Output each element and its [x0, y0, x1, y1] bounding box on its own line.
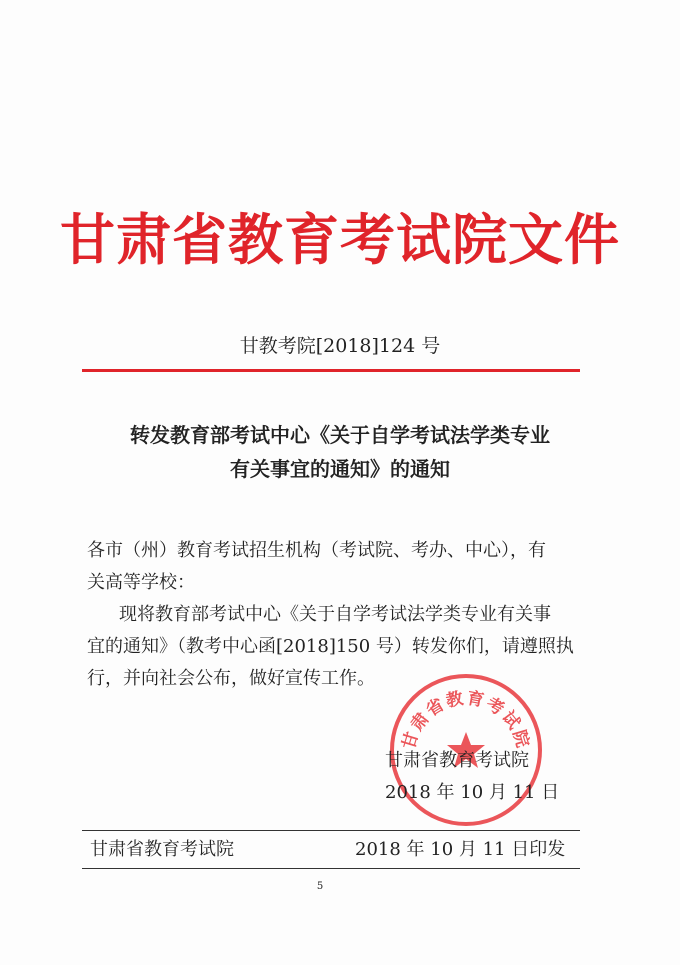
document-subject	[70, 418, 610, 486]
signature-block	[385, 745, 585, 809]
red-divider	[82, 369, 580, 372]
document-header-title: 甘肃省教育考试院文件	[60, 208, 621, 272]
signature-org: 甘肃省教育考试院	[385, 750, 529, 771]
subject-line: 有关事宜的通知》的通知	[230, 457, 450, 481]
body-line: 关高等学校：	[87, 572, 195, 593]
page-number: 5	[316, 881, 324, 892]
body-line: 各市（州）教育考试招生机构（考试院、考办、中心），有	[87, 540, 546, 561]
body-line: 行，并向社会公布，做好宣传工作。	[87, 668, 375, 689]
footer-divider-bottom	[82, 868, 580, 869]
footer-issuer: 甘肃省教育考试院	[90, 839, 234, 860]
body-line: 宜的通知》（教考中心函[2018]150 号）转发你们，请遵照执	[87, 636, 574, 657]
seal-text: 甘肃省教育考试院	[399, 688, 533, 752]
document-number: 甘教考院[2018]124 号	[239, 335, 441, 357]
body-line: 现将教育部考试中心《关于自学考试法学类专业有关事	[119, 604, 551, 625]
signature-date: 2018 年 10 月 11 日	[385, 782, 560, 803]
footer-issue-date: 2018 年 10 月 11 日印发	[355, 839, 566, 860]
subject-line: 转发教育部考试中心《关于自学考试法学类专业	[130, 423, 550, 447]
footer-divider-top	[82, 830, 580, 831]
